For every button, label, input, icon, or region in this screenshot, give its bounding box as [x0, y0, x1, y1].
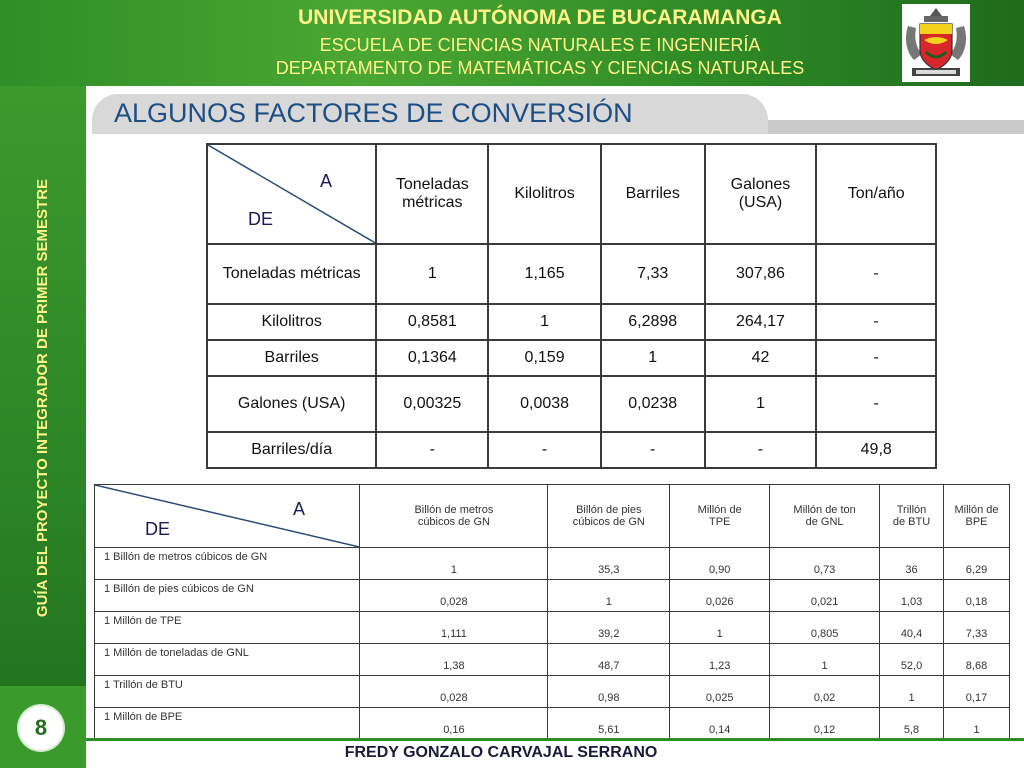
column-header: Billón de pies cúbicos de GN: [548, 485, 670, 548]
table-cell: 1: [705, 376, 817, 432]
table-cell: 6,2898: [601, 304, 705, 340]
column-header: Millón de BPE: [944, 485, 1010, 548]
table-cell: 7,33: [944, 612, 1010, 644]
column-header: Ton/año: [816, 144, 936, 244]
table-cell: 1: [670, 612, 770, 644]
row-label: 1 Billón de pies cúbicos de GN: [95, 580, 360, 612]
department-name: DEPARTAMENTO DE MATEMÁTICAS Y CIENCIAS NATURALES: [275, 58, 805, 78]
conversion-table-liquids: [206, 143, 937, 469]
table-cell: 0,159: [488, 340, 601, 376]
table-cell: 0,17: [944, 676, 1010, 708]
table-cell: 1: [601, 340, 705, 376]
table-row: [207, 340, 936, 376]
table-row: [95, 676, 1010, 708]
table-cell: 0,02: [770, 676, 880, 708]
table-cell: -: [816, 304, 936, 340]
row-label: 1 Millón de BPE: [95, 708, 360, 740]
table-cell: 1: [376, 244, 488, 304]
table-cell: 52,0: [880, 644, 944, 676]
table-cell: 0,1364: [376, 340, 488, 376]
table-cell: 36: [880, 548, 944, 580]
table-cell: 40,4: [880, 612, 944, 644]
table-row: [207, 376, 936, 432]
table-cell: 0,025: [670, 676, 770, 708]
row-label: Kilolitros: [207, 304, 376, 340]
table-cell: 0,0038: [488, 376, 601, 432]
table-cell: -: [816, 340, 936, 376]
column-header: Trillón de BTU: [880, 485, 944, 548]
table-cell: 48,7: [548, 644, 670, 676]
page-number: 8: [19, 706, 63, 750]
table-cell: 264,17: [705, 304, 817, 340]
table-cell: 5,61: [548, 708, 670, 740]
table-cell: 0,12: [770, 708, 880, 740]
page-title: ALGUNOS FACTORES DE CONVERSIÓN: [114, 98, 633, 128]
table-cell: -: [816, 244, 936, 304]
table-cell: 1,165: [488, 244, 601, 304]
table-cell: -: [705, 432, 817, 468]
table-cell: 7,33: [601, 244, 705, 304]
table-cell: -: [376, 432, 488, 468]
column-header: Millón de TPE: [670, 485, 770, 548]
table-cell: 0,805: [770, 612, 880, 644]
table-cell: 1: [548, 580, 670, 612]
table-cell: 49,8: [816, 432, 936, 468]
table-cell: 1: [770, 644, 880, 676]
table-cell: 1: [944, 708, 1010, 740]
column-header: Toneladas métricas: [376, 144, 488, 244]
table-cell: -: [816, 376, 936, 432]
corner-cell: [95, 485, 360, 548]
table-cell: 1,38: [360, 644, 548, 676]
table-cell: 0,8581: [376, 304, 488, 340]
table-cell: 0,98: [548, 676, 670, 708]
table-cell: 1,23: [670, 644, 770, 676]
table-cell: 0,028: [360, 580, 548, 612]
table-row: [95, 644, 1010, 676]
table-cell: 0,14: [670, 708, 770, 740]
column-header: Kilolitros: [488, 144, 601, 244]
diagonal-line: [208, 145, 375, 243]
corner-cell: [207, 144, 376, 244]
table-cell: 5,8: [880, 708, 944, 740]
column-header: Galones (USA): [705, 144, 817, 244]
table-cell: -: [601, 432, 705, 468]
table-row: [207, 432, 936, 468]
table-cell: 1: [488, 304, 601, 340]
table-cell: 0,00325: [376, 376, 488, 432]
row-label: Barriles/día: [207, 432, 376, 468]
table-cell: 0,0238: [601, 376, 705, 432]
table-row: [207, 244, 936, 304]
row-label: Barriles: [207, 340, 376, 376]
author-name: FREDY GONZALO CARVAJAL SERRANO: [344, 744, 658, 761]
table-cell: 1,111: [360, 612, 548, 644]
footer-divider: [86, 738, 1024, 741]
column-header: Millón de ton de GNL: [770, 485, 880, 548]
table-row: [95, 580, 1010, 612]
row-label: 1 Millón de TPE: [95, 612, 360, 644]
table-cell: 8,68: [944, 644, 1010, 676]
row-label: Toneladas métricas: [207, 244, 376, 304]
from-label: DE: [145, 519, 171, 539]
table-cell: -: [488, 432, 601, 468]
diagonal-line: [95, 485, 359, 547]
table-cell: 0,028: [360, 676, 548, 708]
guide-title: GUÍA DEL PROYECTO INTEGRADOR DE PRIMER SEMESTRE: [34, 178, 51, 618]
table-cell: 0,026: [670, 580, 770, 612]
table-cell: 35,3: [548, 548, 670, 580]
table-header-row: [95, 485, 1010, 548]
column-header: Barriles: [601, 144, 705, 244]
table-cell: 39,2: [548, 612, 670, 644]
table-row: [95, 708, 1010, 740]
university-crest-icon: [902, 4, 970, 82]
conversion-table-energy: [94, 484, 1010, 740]
table-row: [207, 304, 936, 340]
table-cell: 42: [705, 340, 817, 376]
from-label: DE: [248, 209, 274, 229]
table-cell: 0,021: [770, 580, 880, 612]
row-label: 1 Millón de toneladas de GNL: [95, 644, 360, 676]
table-cell: 0,16: [360, 708, 548, 740]
table-cell: 307,86: [705, 244, 817, 304]
row-label: 1 Trillón de BTU: [95, 676, 360, 708]
table-cell: 1,03: [880, 580, 944, 612]
table-row: [95, 612, 1010, 644]
column-header: Billón de metros cúbicos de GN: [360, 485, 548, 548]
table-cell: 6,29: [944, 548, 1010, 580]
table-cell: 1: [360, 548, 548, 580]
row-label: Galones (USA): [207, 376, 376, 432]
to-label: A: [293, 499, 306, 519]
row-label: 1 Billón de metros cúbicos de GN: [95, 548, 360, 580]
to-label: A: [320, 171, 333, 191]
table-header-row: [207, 144, 936, 244]
table-cell: 0,73: [770, 548, 880, 580]
header-banner: [0, 0, 1024, 86]
table-cell: 0,90: [670, 548, 770, 580]
table-row: [95, 548, 1010, 580]
table-cell: 1: [880, 676, 944, 708]
university-name: UNIVERSIDAD AUTÓNOMA DE BUCARAMANGA: [298, 6, 782, 29]
table-cell: 0,18: [944, 580, 1010, 612]
school-name: ESCUELA DE CIENCIAS NATURALES E INGENIERÍA: [319, 35, 761, 55]
